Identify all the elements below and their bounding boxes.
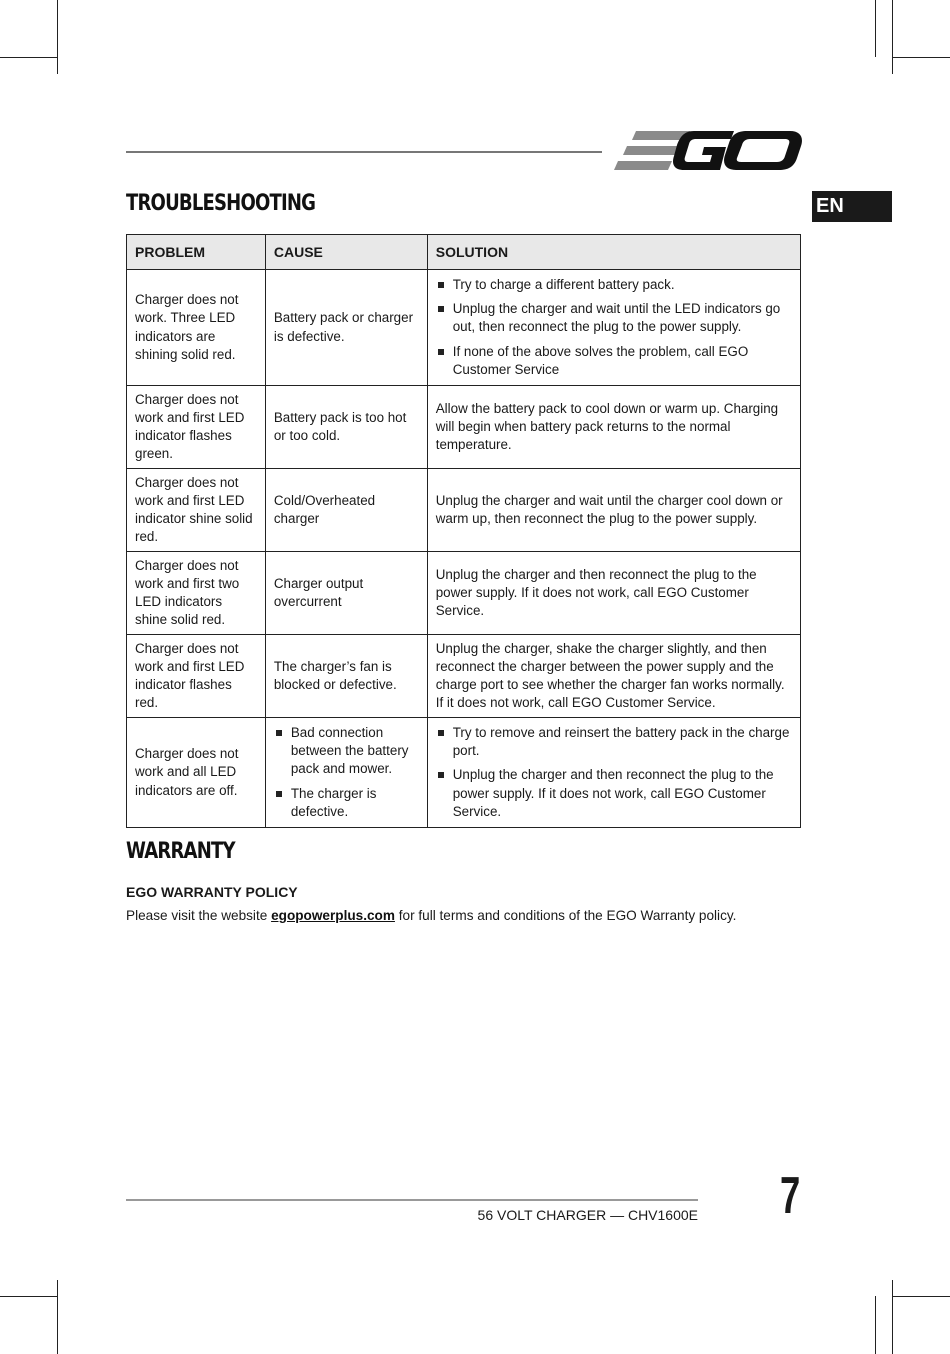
warranty-text: Please visit the website bbox=[126, 908, 272, 923]
website-link[interactable]: egopowerplus.com bbox=[271, 908, 395, 923]
crop-mark bbox=[892, 1280, 893, 1354]
crop-mark bbox=[57, 0, 58, 74]
solution-item: Unplug the charger and then reconnect the plug to the power supply. If it does not work, call EGO Customer Service. bbox=[436, 766, 792, 821]
crop-mark bbox=[892, 1296, 950, 1297]
cause-cell: Charger output overcurrent bbox=[265, 552, 427, 635]
table-row bbox=[127, 552, 801, 635]
crop-mark bbox=[0, 1296, 57, 1297]
cause-cell: Battery pack or charger is defective. bbox=[265, 270, 427, 386]
table-row bbox=[127, 270, 801, 386]
table-row bbox=[127, 635, 801, 718]
crop-mark bbox=[0, 57, 57, 58]
crop-mark bbox=[892, 0, 893, 74]
table-row bbox=[127, 718, 801, 828]
cause-item: The charger is defective. bbox=[274, 785, 419, 821]
solution-item: Try to remove and reinsert the battery pack in the charge port. bbox=[436, 724, 792, 760]
page-number: 7 bbox=[780, 1167, 801, 1225]
problem-cell: Charger does not work and first LED indicator shine solid red. bbox=[127, 469, 266, 552]
solution-item: If none of the above solves the problem, call EGO Customer Service bbox=[436, 343, 792, 379]
crop-mark bbox=[875, 1296, 876, 1354]
solution-cell: Allow the battery pack to cool down or warm up. Charging will begin when battery pack returns to the normal temperature. bbox=[427, 386, 800, 469]
solution-cell bbox=[427, 270, 800, 386]
cause-cell: Battery pack is too hot or too cold. bbox=[265, 386, 427, 469]
column-header-cause: CAUSE bbox=[265, 235, 427, 270]
language-tab: EN bbox=[812, 191, 892, 222]
table-header-row bbox=[127, 235, 801, 270]
column-header-solution: SOLUTION bbox=[427, 235, 800, 270]
crop-mark bbox=[875, 0, 876, 57]
troubleshooting-title: TROUBLESHOOTING bbox=[126, 191, 316, 216]
solution-cell: Unplug the charger, shake the charger slightly, and then reconnect the charger between the power supply and the charge port to see whether the charger fan works normally. If it does not work, call EGO Customer Service. bbox=[427, 635, 800, 718]
warranty-title: WARRANTY bbox=[126, 839, 235, 864]
footer-rule bbox=[126, 1199, 698, 1201]
column-header-problem: PROBLEM bbox=[127, 235, 266, 270]
crop-mark bbox=[57, 1280, 58, 1354]
header-rule bbox=[126, 151, 602, 153]
warranty-policy-heading: EGO WARRANTY POLICY bbox=[126, 884, 298, 900]
problem-cell: Charger does not work and first LED indicator flashes green. bbox=[127, 386, 266, 469]
solution-item: Unplug the charger and wait until the LED indicators go out, then reconnect the plug to the power supply. bbox=[436, 300, 792, 336]
warranty-paragraph bbox=[126, 908, 736, 923]
solution-item: Try to charge a different battery pack. bbox=[436, 276, 792, 294]
footer-model-text: 56 VOLT CHARGER — CHV1600E bbox=[477, 1207, 698, 1223]
problem-cell: Charger does not work and all LED indicators are off. bbox=[127, 718, 266, 828]
cause-item: Bad connection between the battery pack and mower. bbox=[274, 724, 419, 779]
cause-cell: The charger’s fan is blocked or defective. bbox=[265, 635, 427, 718]
table-row bbox=[127, 469, 801, 552]
ego-logo bbox=[614, 128, 804, 174]
solution-cell bbox=[427, 718, 800, 828]
problem-cell: Charger does not work and first two LED indicators shine solid red. bbox=[127, 552, 266, 635]
crop-mark bbox=[892, 57, 950, 58]
cause-cell: Cold/Overheated charger bbox=[265, 469, 427, 552]
solution-cell: Unplug the charger and wait until the charger cool down or warm up, then reconnect the plug to the power supply. bbox=[427, 469, 800, 552]
table-row bbox=[127, 386, 801, 469]
cause-cell bbox=[265, 718, 427, 828]
solution-cell: Unplug the charger and then reconnect the plug to the power supply. If it does not work, call EGO Customer Service. bbox=[427, 552, 800, 635]
problem-cell: Charger does not work. Three LED indicators are shining solid red. bbox=[127, 270, 266, 386]
warranty-text: for full terms and conditions of the EGO Warranty policy. bbox=[394, 908, 737, 923]
troubleshooting-table bbox=[126, 234, 801, 828]
problem-cell: Charger does not work and first LED indicator flashes red. bbox=[127, 635, 266, 718]
